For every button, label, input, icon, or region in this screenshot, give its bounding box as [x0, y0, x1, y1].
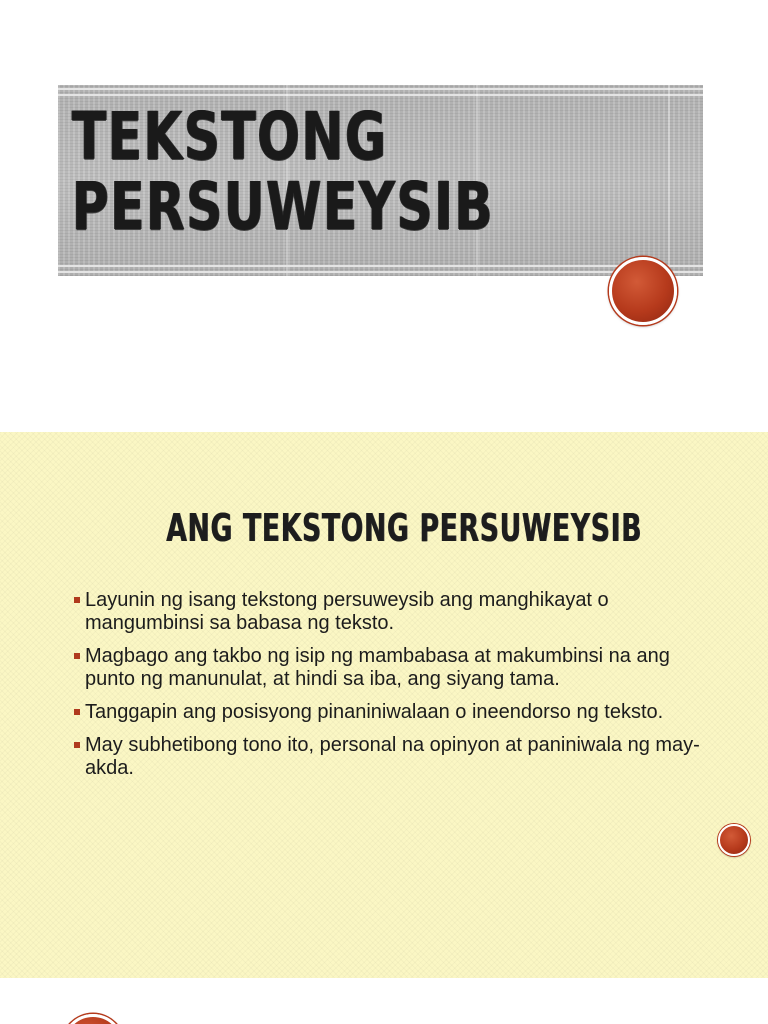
- square-bullet-icon: [74, 653, 80, 659]
- slide-title: [72, 98, 495, 245]
- square-bullet-icon: [74, 742, 80, 748]
- red-circle-ornament: [609, 257, 677, 325]
- bullet-item: [74, 701, 714, 724]
- title-banner: [58, 85, 703, 276]
- banner-top-rule: [58, 88, 703, 90]
- banner-bottom-rule: [58, 271, 703, 273]
- banner-texture-line: [668, 85, 670, 276]
- title-slide: [0, 0, 768, 432]
- bullet-list: [74, 589, 714, 790]
- banner-bottom-rule-inner: [58, 265, 703, 267]
- red-circle-ornament: [718, 824, 750, 856]
- red-circle-ornament: [62, 1014, 124, 1024]
- slide-title-line: PERSUWEYSIB: [72, 168, 495, 245]
- bullet-text: Layunin ng isang tekstong persuweysib ang manghikayat o mangumbinsi sa babasa ng teksto.: [85, 589, 609, 634]
- slide-heading: ANG TEKSTONG PERSUWEYSIB: [166, 506, 642, 550]
- content-slide: [0, 432, 768, 978]
- square-bullet-icon: [74, 597, 80, 603]
- bullet-item: [74, 589, 714, 635]
- square-bullet-icon: [74, 709, 80, 715]
- bullet-text: Magbago ang takbo ng isip ng mambabasa at makumbinsi na ang punto ng manunulat, at hindi sa iba, ang siyang tama.: [85, 645, 670, 690]
- slide-title-line: TEKSTONG: [72, 98, 388, 175]
- banner-top-rule-inner: [58, 94, 703, 96]
- bullet-text: May subhetibong tono ito, personal na opinyon at paniniwala ng may- akda.: [85, 734, 700, 779]
- bullet-item: [74, 734, 714, 780]
- next-slide-partial: [0, 978, 768, 1024]
- bullet-item: [74, 645, 714, 691]
- bullet-text: Tanggapin ang posisyong pinaniniwalaan o ineendorso ng teksto.: [85, 701, 664, 723]
